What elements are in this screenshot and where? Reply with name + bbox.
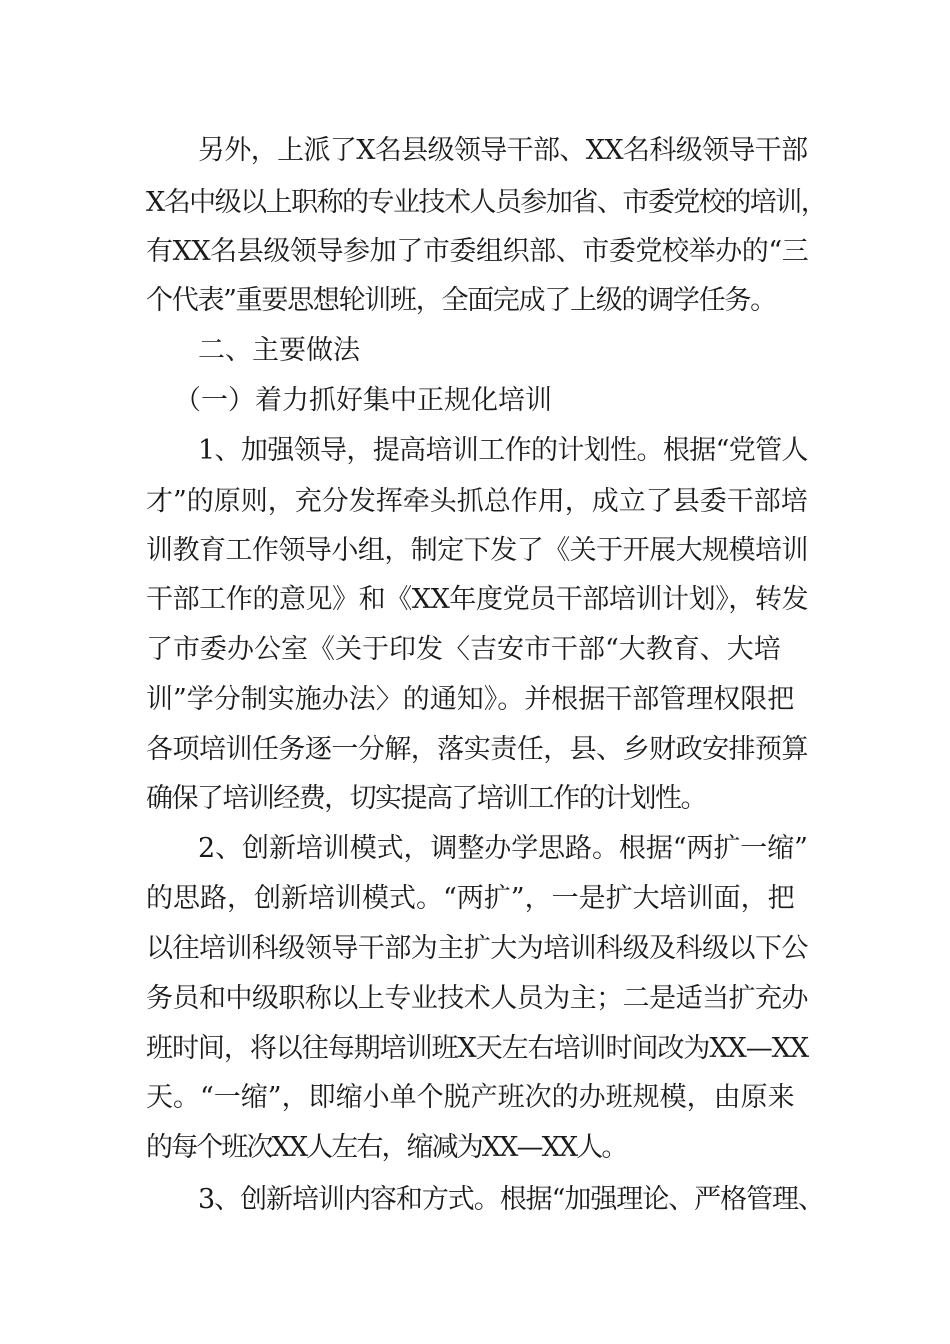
text-line: 训”学分制实施办法〉的通知》。并根据干部管理权限把 bbox=[146, 684, 795, 715]
text-line: 班时间，将以往每期培训班X天左右培训时间改为XX—XX bbox=[146, 1033, 809, 1064]
subsection-heading: （一）着力抓好集中正规化培训 bbox=[174, 385, 552, 416]
text-line: 2、创新培训模式，调整办学思路。根据“两扩一缩” bbox=[198, 833, 808, 864]
text-line: 的每个班次XX人左右，缩减为XX—XX人。 bbox=[146, 1132, 627, 1163]
section-heading: 二、主要做法 bbox=[198, 335, 360, 366]
text-line: 务员和中级职称以上专业技术人员为主；二是适当扩充办 bbox=[146, 983, 808, 1014]
text-line: 有XX名县级领导参加了市委组织部、市委党校举办的“三 bbox=[146, 236, 809, 267]
text-line: 确保了培训经费，切实提高了培训工作的计划性。 bbox=[146, 783, 706, 814]
text-line: 各项培训任务逐一分解，落实责任，县、乡财政安排预算 bbox=[146, 734, 808, 765]
text-line: 3、创新培训内容和方式。根据“加强理论、严格管理、 bbox=[198, 1184, 824, 1215]
text-line: 了市委办公室《关于印发〈吉安市干部“大教育、大培 bbox=[146, 634, 781, 665]
text-line: 干部工作的意见》和《XX年度党员干部培训计划》，转发 bbox=[146, 584, 809, 615]
text-line: 的思路，创新培训模式。“两扩”，一是扩大培训面，把 bbox=[146, 883, 795, 914]
text-line: 才”的原则，充分发挥牵头抓总作用，成立了县委干部培 bbox=[146, 486, 808, 517]
text-line: 以往培训科级领导干部为主扩大为培训科级及科级以下公 bbox=[146, 933, 808, 964]
text-line: 训教育工作领导小组，制定下发了《关于开展大规模培训 bbox=[146, 535, 808, 566]
text-line: 个代表”重要思想轮训班，全面完成了上级的调学任务。 bbox=[146, 285, 776, 316]
text-line: 1、加强领导，提高培训工作的计划性。根据“党管人 bbox=[198, 435, 808, 466]
text-line: 另外，上派了X名县级领导干部、XX名科级领导干部 bbox=[198, 135, 808, 166]
text-line: 天。“一缩”，即缩小单个脱产班次的办班规模，由原来 bbox=[146, 1082, 795, 1113]
text-line: X名中级以上职称的专业技术人员参加省、市委党校的培训， bbox=[146, 187, 827, 218]
